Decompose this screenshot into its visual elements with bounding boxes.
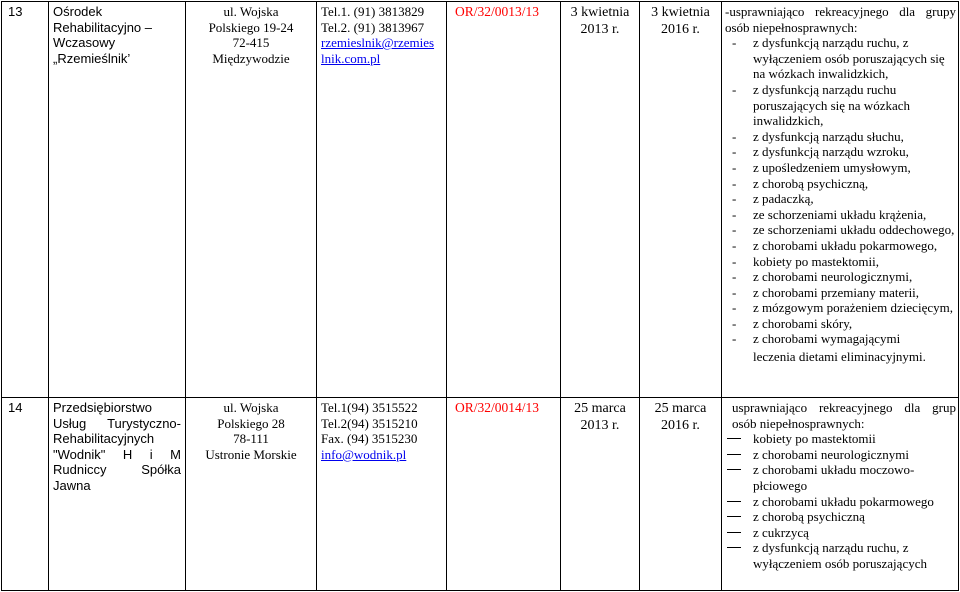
list-item: z chorobami układu moczowo-płciowego (725, 462, 956, 493)
table-row (2, 2, 959, 398)
registry-table (1, 1, 959, 591)
date-from-day: 25 marca (574, 401, 626, 416)
stay-profile-tail: leczenia dietami eliminacyjnymi. (753, 349, 926, 365)
list-item: - z chorobami przemiany materii, (732, 284, 920, 300)
address-line: Polskiego 19-24 (208, 19, 294, 35)
list-item: - ze schorzeniami układu krążenia, (732, 206, 927, 222)
date-to-day: 25 marca (654, 401, 707, 416)
list-item: - ze schorzeniami układu oddechowego, (732, 222, 955, 238)
stay-profile (722, 2, 959, 398)
phone-line: Tel.1. (91) 3813829 (321, 4, 425, 19)
address-line: Polskiego 28 (217, 415, 285, 431)
list-item: - z dysfunkcją narządu ruchu, z wyłączeniem osób poruszających się na wózkach inwalidzkich, (732, 35, 945, 82)
email-link[interactable]: info@wodnik.pl (321, 446, 407, 462)
date-to (640, 2, 722, 398)
facility-name-line: „Rzemieślnik’ (53, 50, 131, 66)
address-line: ul. Wojska (223, 400, 279, 415)
address-line: ul. Wojska (223, 4, 279, 19)
address-line: 72-415 (232, 35, 270, 51)
list-item: - kobiety po mastektomii, (732, 253, 880, 269)
facility-address (186, 2, 317, 398)
registration-code-text: OR/32/0014/13 (455, 400, 540, 415)
facility-name-line: "Wodnik" H i M (53, 446, 181, 462)
list-item: z cukrzycą (725, 525, 956, 541)
row-number-text: 14 (8, 400, 23, 415)
phone-line: Tel.2(94) 3515210 (321, 415, 418, 431)
registration-code (447, 2, 561, 398)
phone-line: Tel.1(94) 3515522 (321, 400, 418, 415)
address-line: 78-111 (233, 431, 269, 447)
list-item: - z chorobą psychiczną, (732, 175, 869, 191)
list-item: - z padaczką, (732, 191, 814, 207)
list-item: - z dysfunkcją narządu wzroku, (732, 144, 909, 160)
profile-list (725, 35, 956, 347)
facility-name-line: Ośrodek (53, 4, 103, 19)
facility-address (186, 398, 317, 591)
registration-code-text: OR/32/0013/13 (455, 4, 540, 19)
facility-name-line: Rehabilitacyjno – (53, 19, 153, 35)
list-item: kobiety po mastektomii (725, 431, 956, 447)
date-from-year: 2013 r. (580, 22, 620, 37)
date-from (561, 2, 640, 398)
profile-list (725, 431, 956, 571)
list-item: - z chorobami neurologicznymi, (732, 269, 913, 285)
date-to (640, 398, 722, 591)
list-item: - z dysfunkcją narządu ruchu poruszających się na wózkach inwalidzkich, (732, 81, 911, 129)
list-item: - z chorobami układu pokarmowego, (732, 237, 938, 253)
row-number (2, 398, 49, 591)
list-item: z chorobą psychiczną (725, 509, 956, 525)
list-item: - z mózgowym porażeniem dziecięcym, (732, 300, 953, 316)
email-link[interactable]: lnik.com.pl (321, 50, 381, 66)
date-from-year: 2013 r. (580, 418, 620, 433)
date-to-year: 2016 r. (661, 22, 700, 37)
facility-name-line: Wczasowy (53, 35, 116, 51)
list-item: z dysfunkcją narządu ruchu, z wyłączeniem osób poruszających (725, 540, 956, 571)
phone-line: Tel.2. (91) 3813967 (321, 19, 425, 35)
facility-name-line: Rehabilitacyjnych (53, 431, 155, 447)
date-to-day: 3 kwietnia (651, 5, 710, 20)
date-from (561, 398, 640, 591)
list-item: z chorobami neurologicznymi (725, 447, 956, 463)
list-item: - z dysfunkcją narządu słuchu, (732, 128, 904, 144)
stay-profile-intro: usprawniająco rekreacyjnego dla grup osób niepełnosprawnych: (732, 400, 956, 431)
list-item: - z upośledzeniem umysłowym, (732, 159, 911, 175)
address-line: Ustronie Morskie (205, 446, 297, 462)
facility-contact (317, 398, 447, 591)
facility-contact (317, 2, 447, 398)
stay-profile (722, 398, 959, 591)
facility-name (49, 398, 186, 591)
email-link[interactable]: rzemieslnik@rzemies (321, 35, 435, 51)
stay-profile-intro: -usprawniająco rekreacyjnego dla grupy osób niepełnosprawnych: (725, 4, 956, 35)
row-number-text: 13 (8, 4, 23, 19)
date-to-year: 2016 r. (661, 418, 700, 433)
facility-name-line: Rudniccy Spółka (53, 462, 181, 478)
list-item: z chorobami układu pokarmowego (725, 494, 956, 510)
facility-name-line: Usług Turystyczno- (53, 415, 181, 431)
list-item: - z chorobami skóry, (732, 315, 853, 331)
table-row (2, 398, 959, 591)
fax-line: Fax. (94) 3515230 (321, 431, 418, 447)
row-number (2, 2, 49, 398)
facility-name-line: Przedsiębiorstwo (53, 400, 152, 415)
registration-code (447, 398, 561, 591)
date-from-day: 3 kwietnia (570, 5, 630, 20)
facility-name (49, 2, 186, 398)
facility-name-line: Jawna (53, 477, 91, 493)
address-line: Międzywodzie (212, 50, 290, 66)
list-item: - z chorobami wymagającymi (732, 331, 901, 347)
